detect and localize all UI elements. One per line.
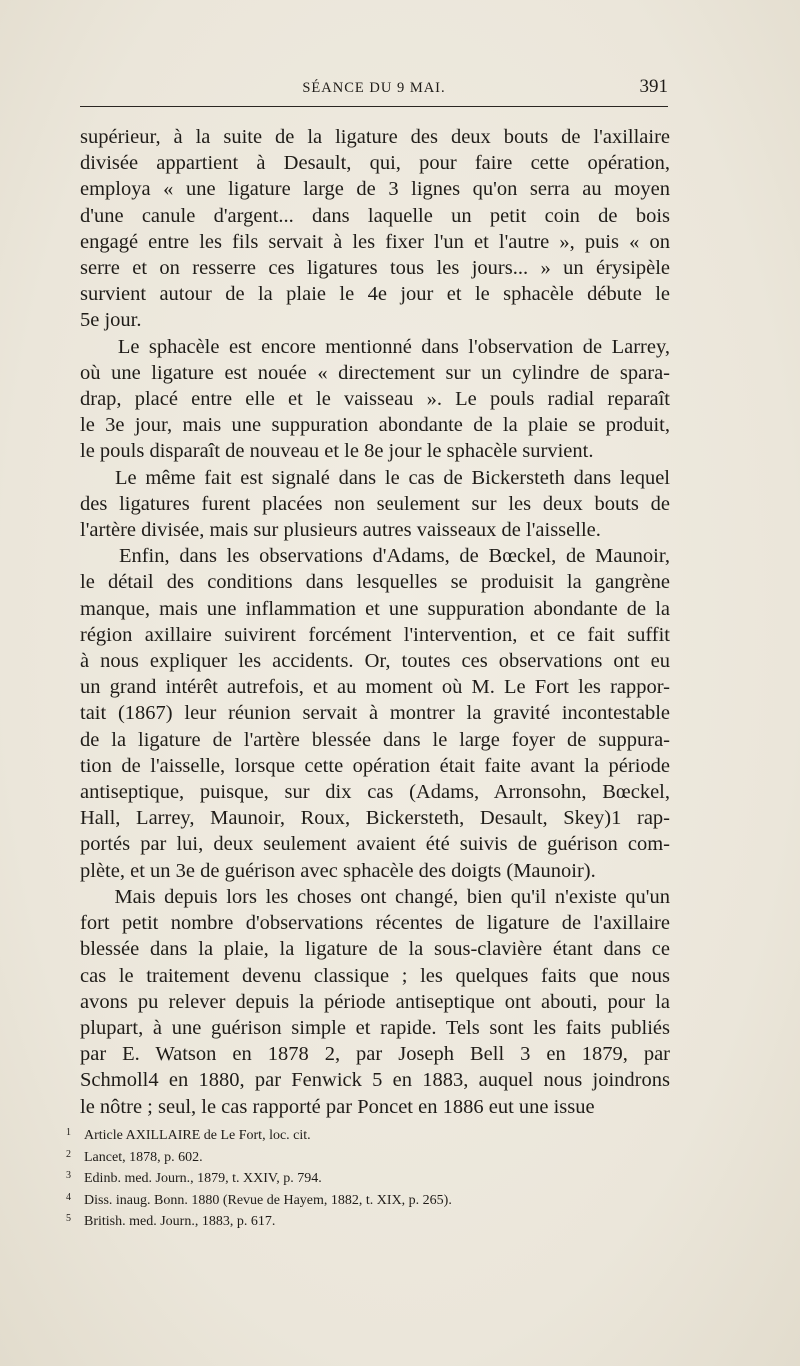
text-line: Enfin, dans les observations d'Adams, de Bœckel, de Maunoir, <box>80 545 670 568</box>
text-line: d'une canule d'argent... dans laquelle un petit coin de bois <box>80 204 670 227</box>
text-line: un grand intérêt autrefois, et au moment où M. Le Fort les rappor- <box>80 676 670 699</box>
text-line: avons pu relever depuis la période antiseptique ont abouti, pour la <box>80 990 670 1013</box>
text-line: serre et on resserre ces ligatures tous les jours... » un érysipèle <box>80 257 670 280</box>
paragraph <box>80 124 670 334</box>
footnote-mark: 3 <box>66 1170 71 1181</box>
footnote <box>66 1210 666 1232</box>
text-line: l'artère divisée, mais sur plusieurs autres vaisseaux de l'aisselle. <box>80 519 601 542</box>
text-line: Schmoll4 en 1880, par Fenwick 5 en 1883, auquel nous joindrons <box>80 1069 670 1092</box>
text-line: survient autour de la plaie le 4e jour et le sphacèle débute le <box>80 283 670 306</box>
page-number: 391 <box>639 76 668 97</box>
text-line: blessée dans la plaie, la ligature de la sous-clavière étant dans ce <box>80 938 670 961</box>
text-line: plète, et un 3e de guérison avec sphacèle des doigts (Maunoir). <box>80 859 596 882</box>
footnote-mark: 2 <box>66 1148 71 1160</box>
text-line: Mais depuis lors les choses ont changé, bien qu'il n'existe qu'un <box>80 885 670 908</box>
text-line: tion de l'aisselle, lorsque cette opération était faite avant la période <box>80 754 670 777</box>
text-line: de la ligature de l'artère blessée dans le large foyer de suppura- <box>80 728 670 751</box>
text-line: le 3e jour, mais une suppuration abondante de la plaie se produit, <box>80 414 670 437</box>
paragraph <box>80 334 670 465</box>
text-line: Le même fait est signalé dans le cas de Bickersteth dans lequel <box>80 466 670 489</box>
text-line: des ligatures furent placées non seulement sur les deux bouts de <box>80 492 670 515</box>
footnote-mark: 5 <box>66 1213 71 1224</box>
footnote-text: Diss. inaug. Bonn. 1880 (Revue de Hayem, 1882, t. XIX, p. 265). <box>84 1192 452 1208</box>
footnote <box>66 1146 666 1168</box>
paragraph <box>80 543 670 884</box>
text-line: à nous expliquer les accidents. Or, toutes ces observations ont eu <box>80 650 670 673</box>
text-line: cas le traitement devenu classique ; les quelques faits que nous <box>80 964 670 987</box>
text-line: fort petit nombre d'observations récentes de ligature de l'axillaire <box>80 912 670 935</box>
footnote-mark: 1 <box>66 1127 71 1138</box>
text-line: antiseptique, puisque, sur dix cas (Adams, Arronsohn, Bœckel, <box>80 781 670 804</box>
text-line: tait (1867) leur réunion servait à montrer la gravité incontestable <box>80 702 670 725</box>
footnote-text: Edinb. med. Journ., 1879, t. XXIV, p. 794. <box>84 1171 322 1186</box>
text-line: manque, mais une inflammation et une suppuration abondante de la <box>80 597 670 620</box>
header-rule <box>80 106 668 107</box>
text-line: plupart, à une guérison simple et rapide. Tels sont les faits publiés <box>80 1016 670 1039</box>
text-line: employa « une ligature large de 3 lignes qu'on serra au moyen <box>80 178 670 201</box>
footnote <box>66 1167 666 1189</box>
footnote-text: Lancet, 1878, p. 602. <box>84 1149 203 1165</box>
footnote-mark: 4 <box>66 1191 71 1203</box>
footnote <box>66 1124 666 1146</box>
text-line: région axillaire suivirent forcément l'intervention, et ce fait suffit <box>80 623 670 646</box>
text-line: par E. Watson en 1878 2, par Joseph Bell 3 en 1879, par <box>80 1043 670 1066</box>
text-line: le nôtre ; seul, le cas rapporté par Poncet en 1886 eut une issue <box>80 1095 595 1118</box>
body-text <box>80 124 670 1120</box>
text-line: Hall, Larrey, Maunoir, Roux, Bickersteth, Desault, Skey)1 rap- <box>80 807 670 830</box>
footnotes <box>66 1124 666 1232</box>
text-line: 5e jour. <box>80 309 142 332</box>
footnote <box>66 1189 666 1211</box>
text-line: Le sphacèle est encore mentionné dans l'observation de Larrey, <box>80 335 670 358</box>
text-line: le pouls disparaît de nouveau et le 8e jour le sphacèle survient. <box>80 440 594 463</box>
text-line: le détail des conditions dans lesquelles se produisit la gangrène <box>80 571 670 594</box>
text-line: supérieur, à la suite de la ligature des deux bouts de l'axillaire <box>80 126 670 148</box>
text-line: où une ligature est nouée « directement sur un cylindre de spara- <box>80 361 670 384</box>
paragraph <box>80 884 670 1120</box>
text-line: divisée appartient à Desault, qui, pour faire cette opération, <box>80 152 670 175</box>
footnote-text: British. med. Journ., 1883, p. 617. <box>84 1214 276 1229</box>
page-header <box>80 76 668 100</box>
text-line: engagé entre les fils servait à les fixer l'un et l'autre », puis « on <box>80 230 670 253</box>
footnote-text: Article AXILLAIRE de Le Fort, loc. cit. <box>84 1128 311 1143</box>
text-line: drap, placé entre elle et le vaisseau ». Le pouls radial reparaît <box>80 388 670 411</box>
running-title: SÉANCE DU 9 MAI. <box>302 80 446 96</box>
paragraph <box>80 465 670 544</box>
text-line: portés par lui, deux seulement avaient été suivis de guérison com- <box>80 833 670 856</box>
